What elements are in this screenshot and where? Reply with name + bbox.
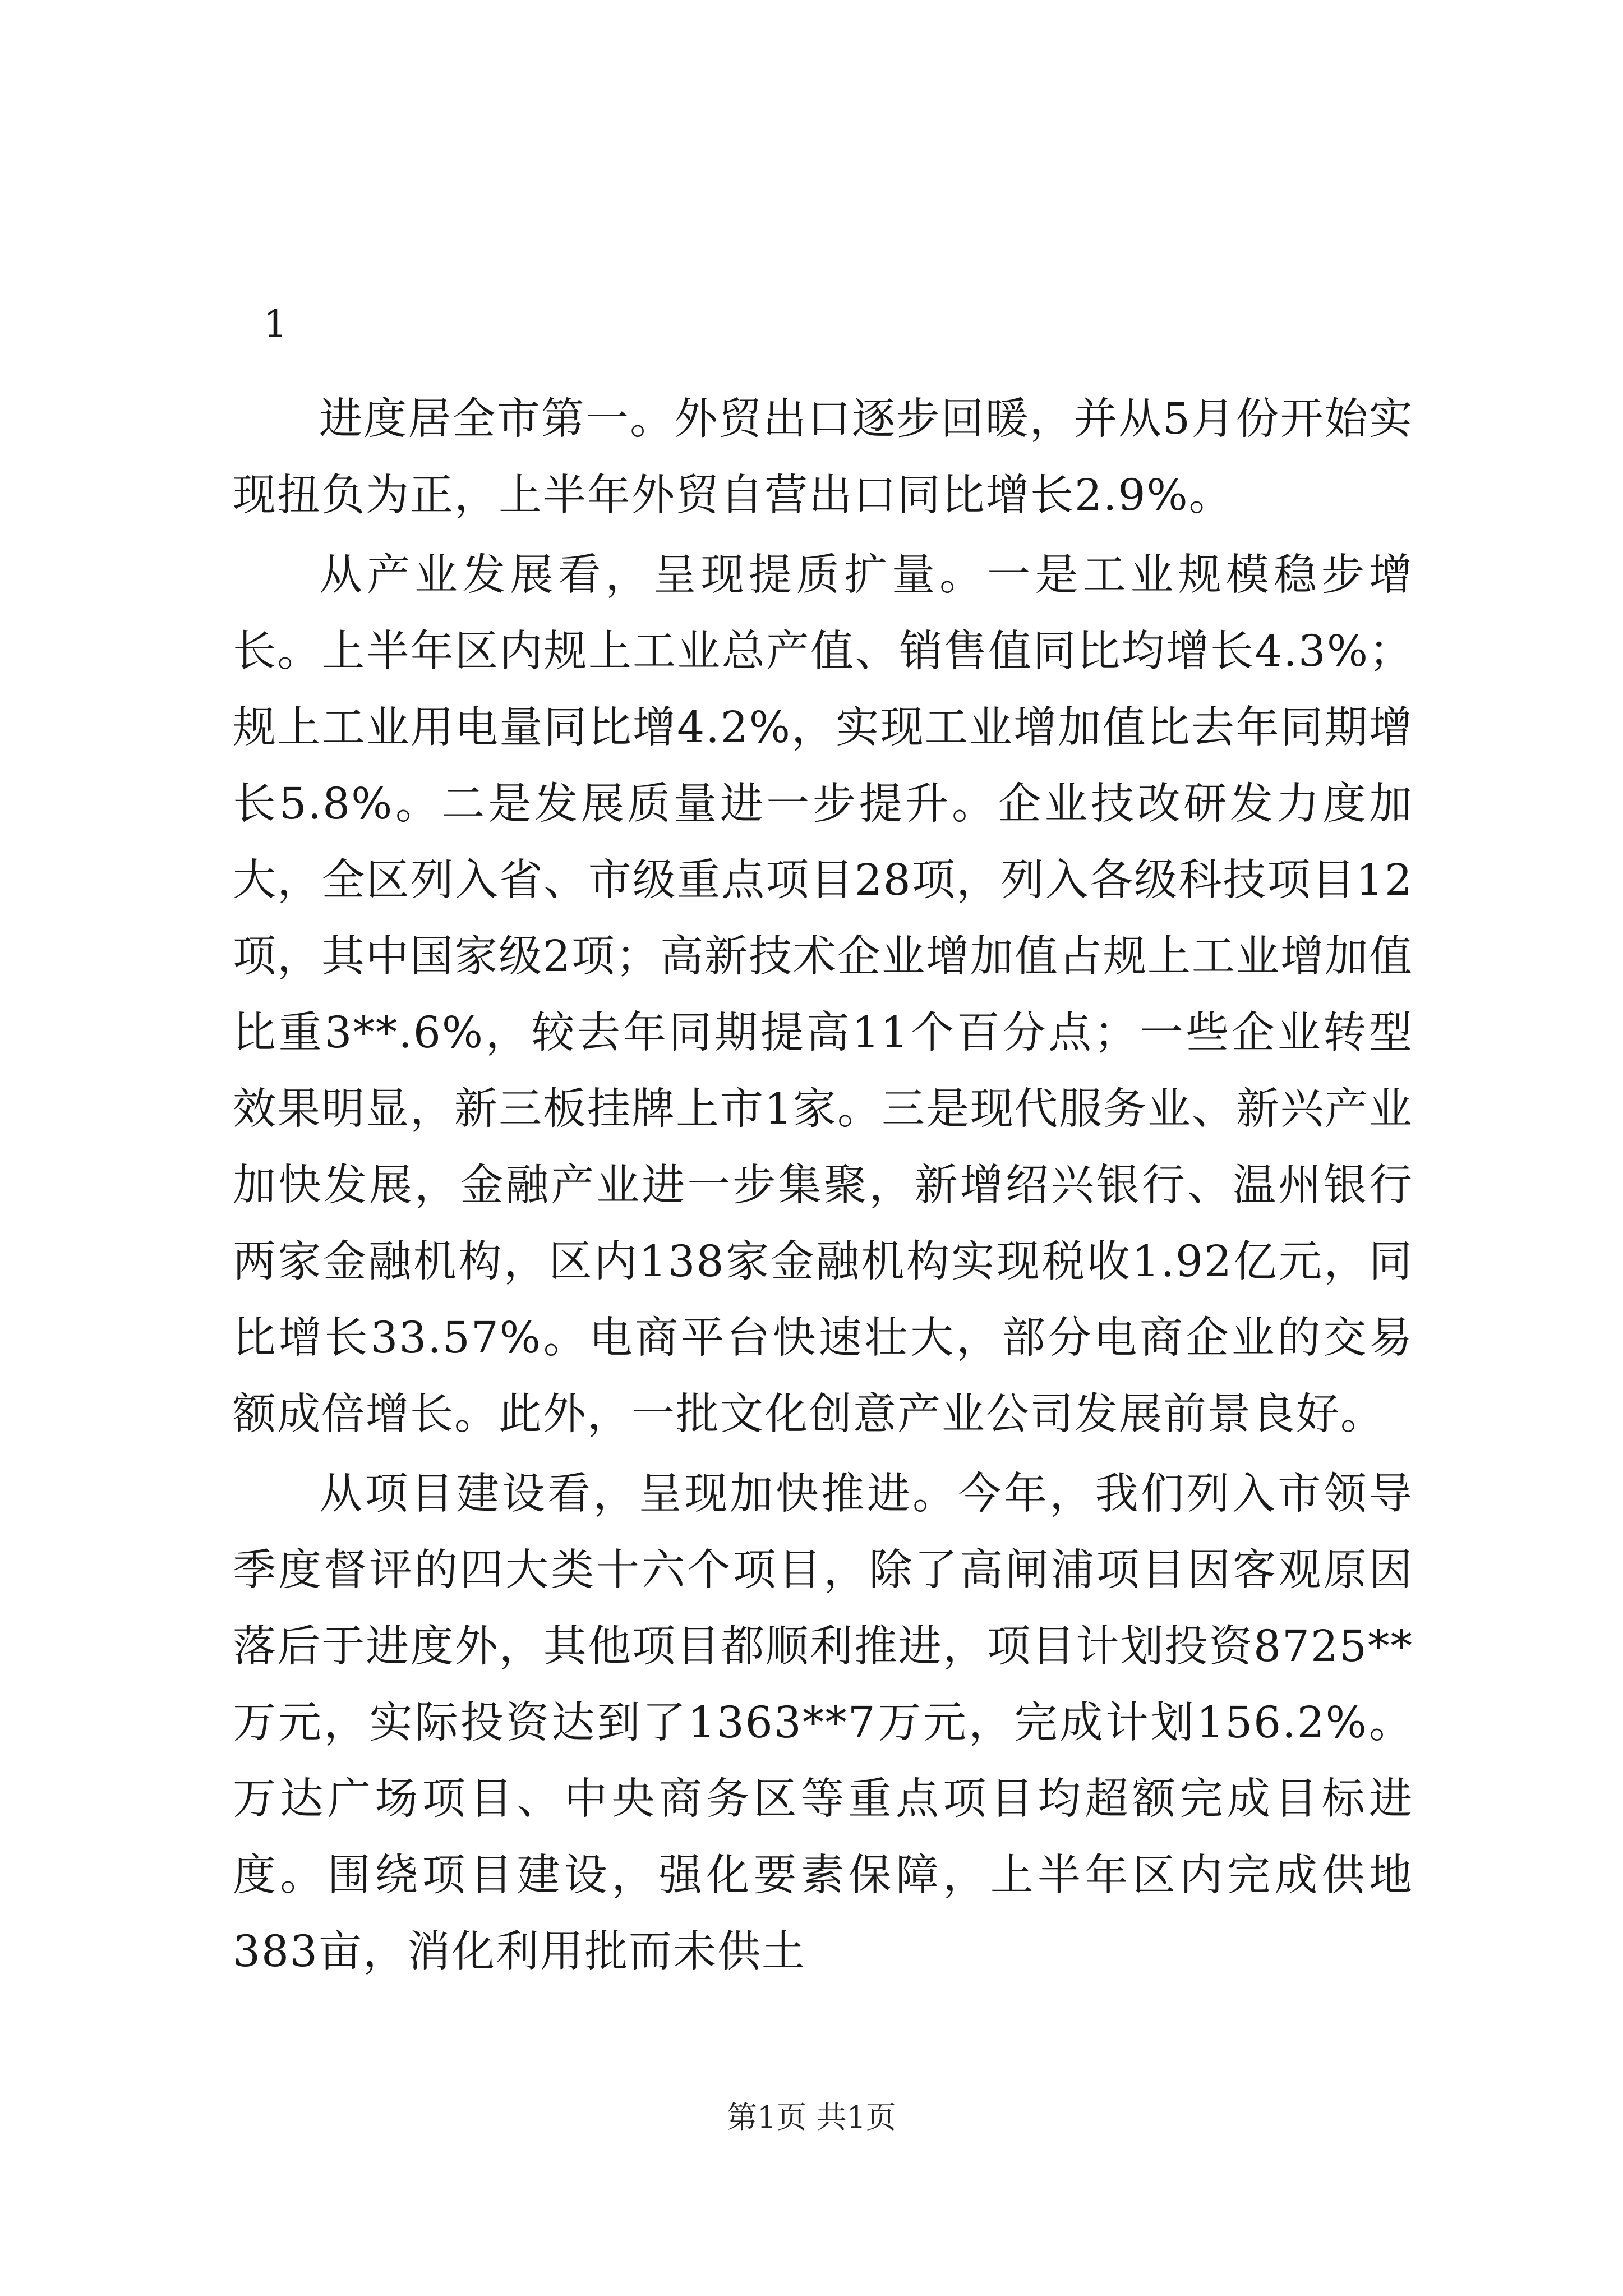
document-body (233, 381, 1413, 1994)
page-footer: 第1页 共1页 (727, 2100, 896, 2135)
paragraph-industry: 从产业发展看，呈现提质扩量。一是工业规模稳步增长。上半年区内规上工业总产值、销售值同比均增长4.3%；规上工业用电量同比增4.2%，实现工业增加值比去年同期增长5.8%。二是发展质量进一步提升。企业技改研发力度加大，全区列入省、市级重点项目28项，列入各级科技项目12项，其中国家级2项；高新技术企业增加值占规上工业增加值比重3**.6%，较去年同期提高11个百分点；一些企业转型效果明显，新三板挂牌上市1家。三是现代服务业、新兴产业加快发展，金融产业进一步集聚，新增绍兴银行、温州银行两家金融机构，区内138家金融机构实现税收1.92亿元，同比增长33.57%。电商平台快速壮大，部分电商企业的交易额成倍增长。此外，一批文化创意产业公司发展前景良好。 (233, 550, 1413, 1439)
page-marker: 1 (264, 302, 287, 346)
paragraph-projects: 从项目建设看，呈现加快推进。今年，我们列入市领导季度督评的四大类十六个项目，除了高闸浦项目因客观原因落后于进度外，其他项目都顺利推进，项目计划投资8725**万元，实际投资达到了1363**7万元，完成计划156.2%。万达广场项目、中央商务区等重点项目均超额完成目标进度。围绕项目建设，强化要素保障，上半年区内完成供地383亩，消化利用批而未供土 (233, 1469, 1413, 1977)
paragraph-trade: 进度居全市第一。外贸出口逐步回暖，并从5月份开始实现扭负为正，上半年外贸自营出口同比增长2.9%。 (233, 394, 1413, 521)
